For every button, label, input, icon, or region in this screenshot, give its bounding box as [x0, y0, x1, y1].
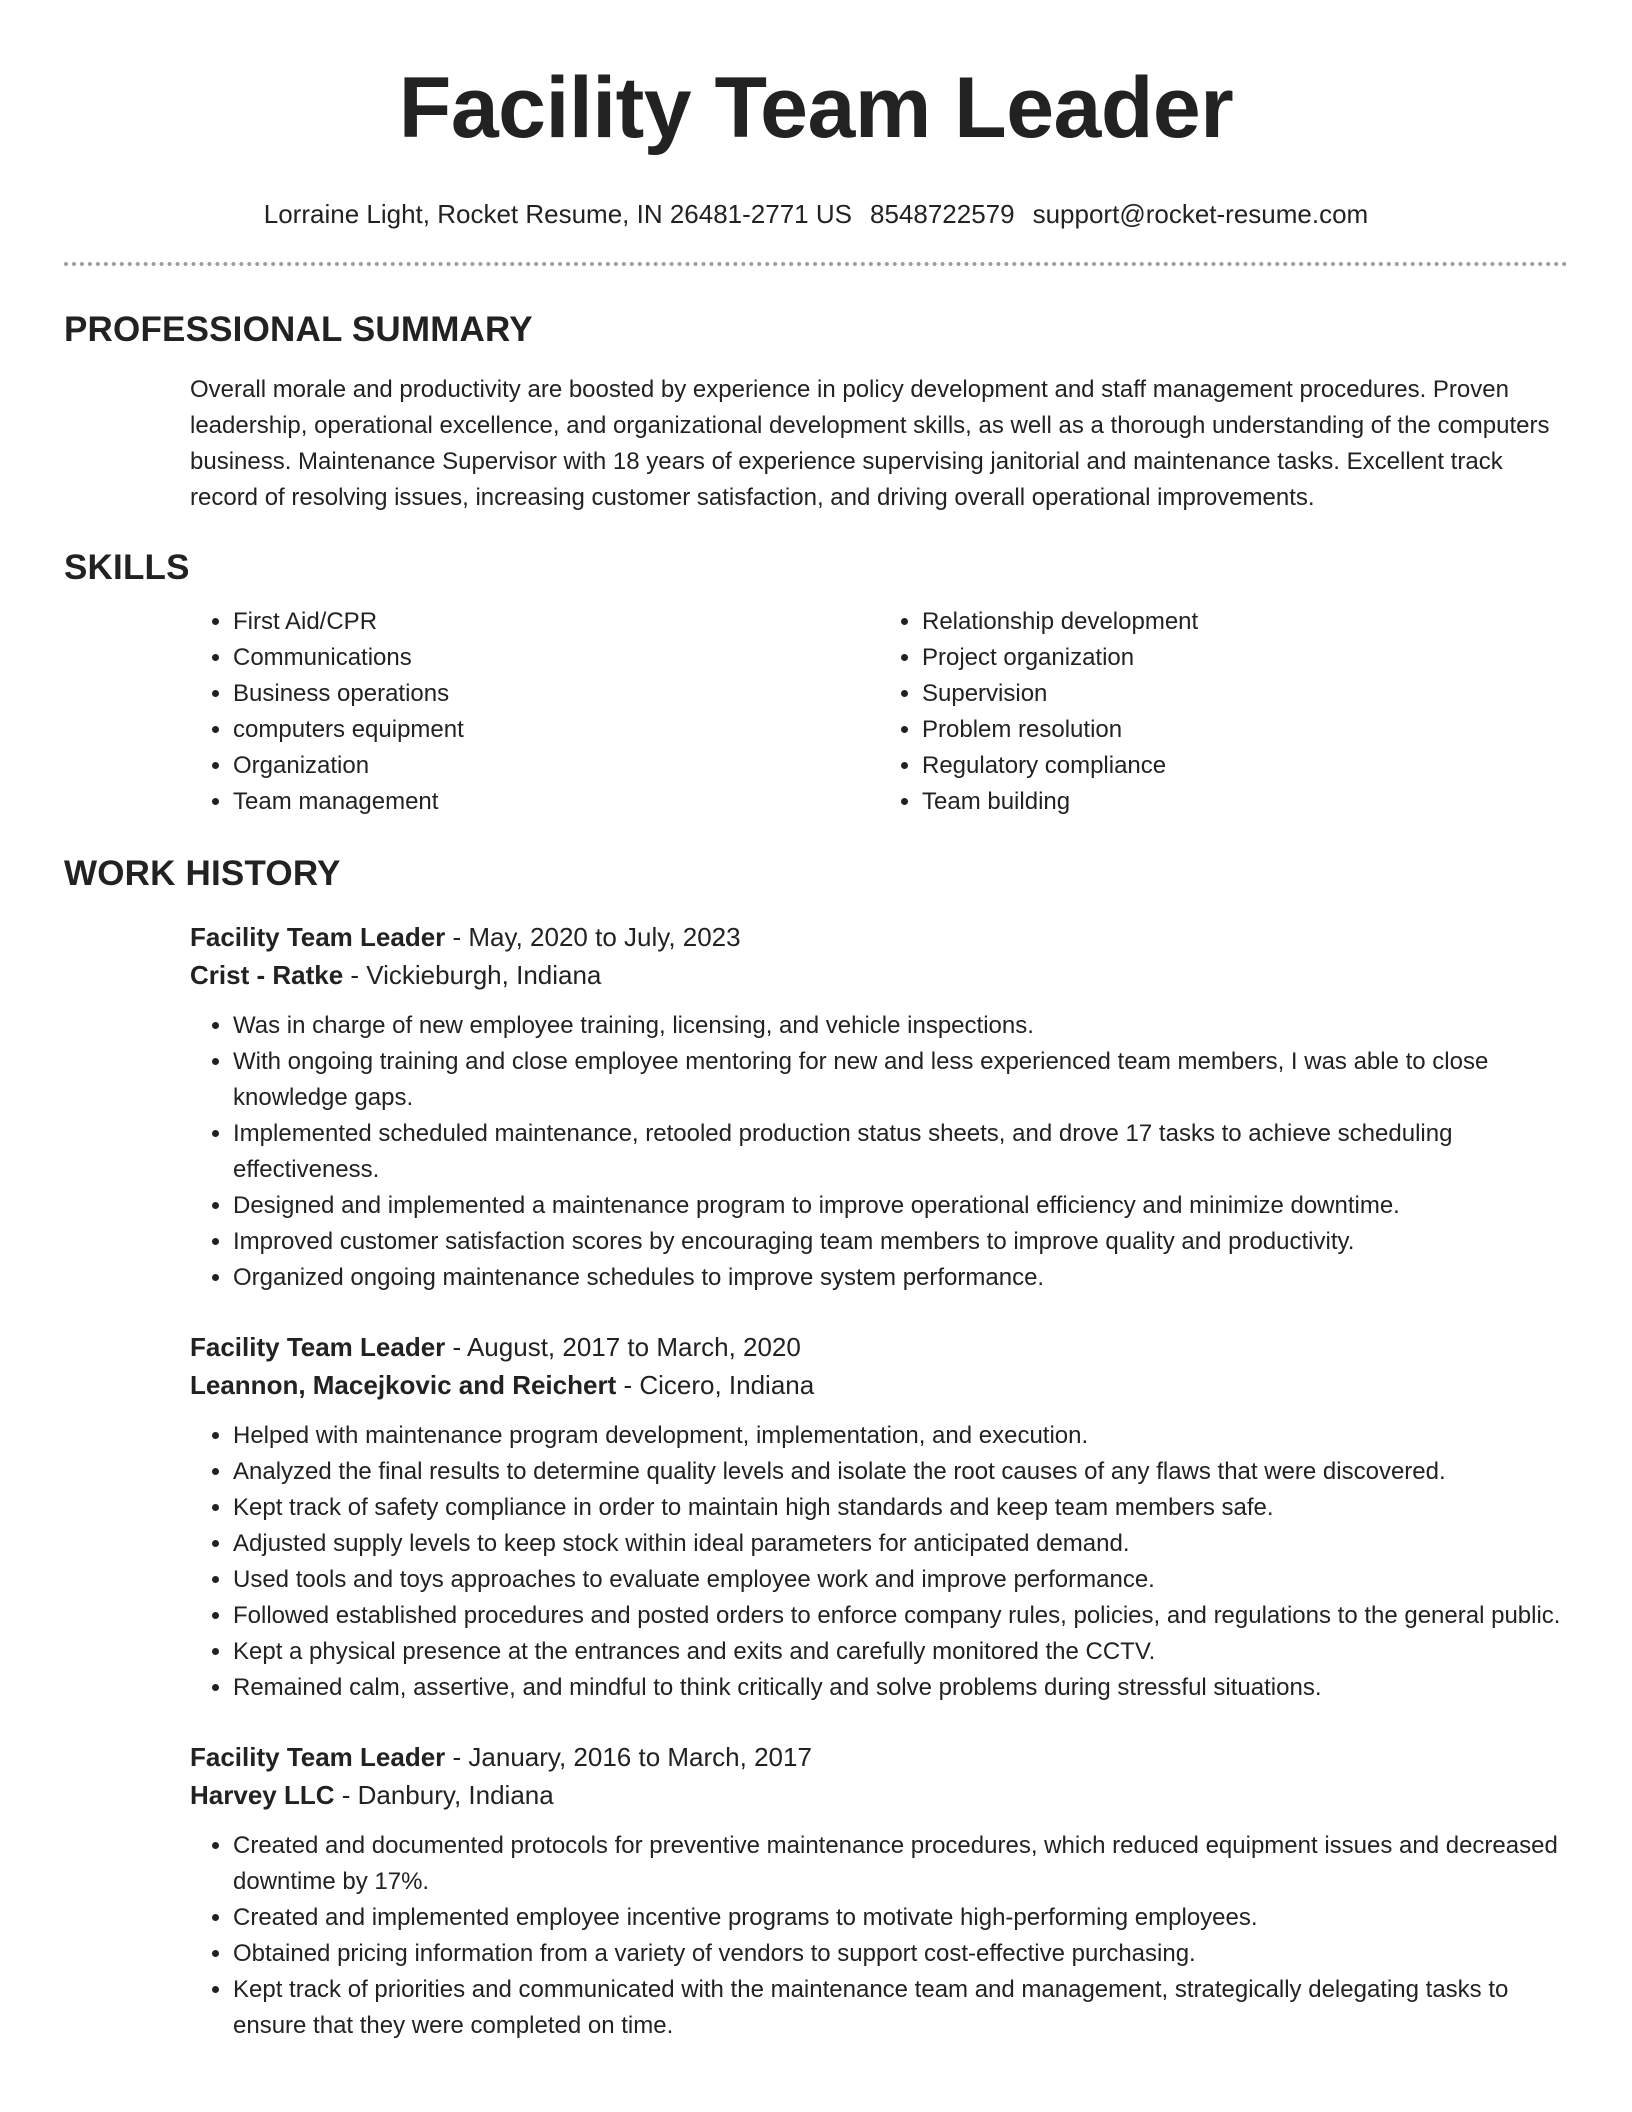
contact-email: support@rocket-resume.com — [1032, 199, 1369, 229]
skill-item: • Regulatory compliance — [922, 748, 1568, 784]
skills-heading: SKILLS — [64, 548, 190, 587]
job-bullet: • Analyzed the final results to determine quality levels and isolate the root causes of any flaws that were discovered. — [233, 1454, 1568, 1490]
page-title: Facility Team Leader — [398, 60, 1234, 156]
job-bullet: • Improved customer satisfaction scores by encouraging team members to improve quality and productivity. — [233, 1224, 1568, 1260]
work-history-section — [64, 852, 1568, 2044]
job-bullet: • Implemented scheduled maintenance, retooled production status sheets, and drove 17 tasks to achieve scheduling effectiveness. — [233, 1116, 1568, 1188]
job-entry — [190, 1738, 1568, 2044]
skill-item: • Organization — [233, 748, 879, 784]
skill-item: • Communications — [233, 640, 879, 676]
contact-phone: 8548722579 — [869, 199, 1015, 229]
skill-item: • Team building — [922, 784, 1568, 820]
skills-list — [190, 604, 1568, 820]
job-bullet: • Kept track of priorities and communicated with the maintenance team and management, strategically delegating tasks to ensure that they were completed on time. — [233, 1972, 1568, 2044]
job-bullet: • Organized ongoing maintenance schedules to improve system performance. — [233, 1260, 1568, 1296]
job-bullet: • Kept track of safety compliance in order to maintain high standards and keep team members safe. — [233, 1490, 1568, 1526]
summary-text: Overall morale and productivity are boosted by experience in policy development and staff management procedures. Proven leadership, operational excellence, and organizational development skills, as well as a thorough understanding of the computers business. Maintenance Supervisor with 18 years of experience supervising janitorial and maintenance tasks. Excellent track record of resolving issues, increasing customer satisfaction, and driving overall operational improvements. — [190, 376, 1550, 511]
job-dates: - January, 2016 to March, 2017 — [445, 1742, 812, 1772]
job-bullet: • Remained calm, assertive, and mindful to think critically and solve problems during stressful situations. — [233, 1670, 1568, 1706]
skill-item: • First Aid/CPR — [233, 604, 879, 640]
skill-item: • Project organization — [922, 640, 1568, 676]
summary-heading: PROFESSIONAL SUMMARY — [64, 310, 533, 349]
job-title-line — [190, 1328, 1568, 1366]
skill-item: • Team management — [233, 784, 879, 820]
skills-column-right — [879, 604, 1568, 820]
skill-item: • Supervision — [922, 676, 1568, 712]
job-title: Facility Team Leader — [190, 922, 446, 952]
job-company-line — [190, 1776, 1568, 1814]
job-bullet: • Adjusted supply levels to keep stock within ideal parameters for anticipated demand. — [233, 1526, 1568, 1562]
job-company-line — [190, 1366, 1568, 1404]
job-bullet: • Followed established procedures and posted orders to enforce company rules, policies, and regulations to the general public. — [233, 1598, 1568, 1634]
job-bullet: • Kept a physical presence at the entrances and exits and carefully monitored the CCTV. — [233, 1634, 1568, 1670]
job-entry — [190, 918, 1568, 1296]
contact-address: Lorraine Light, Rocket Resume, IN 26481-2771 US — [263, 199, 852, 229]
skill-item: • computers equipment — [233, 712, 879, 748]
job-company: Crist - Ratke — [190, 960, 344, 990]
job-bullet: • Created and implemented employee incentive programs to motivate high-performing employees. — [233, 1900, 1568, 1936]
job-bullet: • Created and documented protocols for preventive maintenance procedures, which reduced equipment issues and decreased downtime by 17%. — [233, 1828, 1568, 1900]
header-divider — [64, 262, 1568, 266]
job-title: Facility Team Leader — [190, 1332, 446, 1362]
summary-section — [64, 308, 1568, 516]
job-location: - Vickieburgh, Indiana — [343, 960, 602, 990]
job-bullets — [190, 1008, 1568, 1296]
job-title: Facility Team Leader — [190, 1742, 446, 1772]
job-location: - Cicero, Indiana — [616, 1370, 815, 1400]
skill-item: • Problem resolution — [922, 712, 1568, 748]
work-history-heading: WORK HISTORY — [64, 854, 341, 893]
job-bullet: • Was in charge of new employee training, licensing, and vehicle inspections. — [233, 1008, 1568, 1044]
job-bullets — [190, 1828, 1568, 2044]
job-company: Leannon, Macejkovic and Reichert — [190, 1370, 617, 1400]
job-bullet: • With ongoing training and close employee mentoring for new and less experienced team members, I was able to close knowledge gaps. — [233, 1044, 1568, 1116]
job-title-line — [190, 1738, 1568, 1776]
skill-item: • Relationship development — [922, 604, 1568, 640]
job-bullet: • Obtained pricing information from a variety of vendors to support cost-effective purchasing. — [233, 1936, 1568, 1972]
skill-item: • Business operations — [233, 676, 879, 712]
skills-section — [64, 546, 1568, 820]
job-bullets — [190, 1418, 1568, 1706]
skills-column-left — [190, 604, 879, 820]
job-company-line — [190, 956, 1568, 994]
job-dates: - May, 2020 to July, 2023 — [445, 922, 741, 952]
job-bullet: • Helped with maintenance program development, implementation, and execution. — [233, 1418, 1568, 1454]
job-bullet: • Designed and implemented a maintenance program to improve operational efficiency and minimize downtime. — [233, 1188, 1568, 1224]
job-dates: - August, 2017 to March, 2020 — [445, 1332, 801, 1362]
job-title-line — [190, 918, 1568, 956]
job-location: - Danbury, Indiana — [334, 1780, 554, 1810]
contact-info — [64, 198, 1568, 230]
job-bullet: • Used tools and toys approaches to evaluate employee work and improve performance. — [233, 1562, 1568, 1598]
job-entry — [190, 1328, 1568, 1706]
job-company: Harvey LLC — [190, 1780, 335, 1810]
